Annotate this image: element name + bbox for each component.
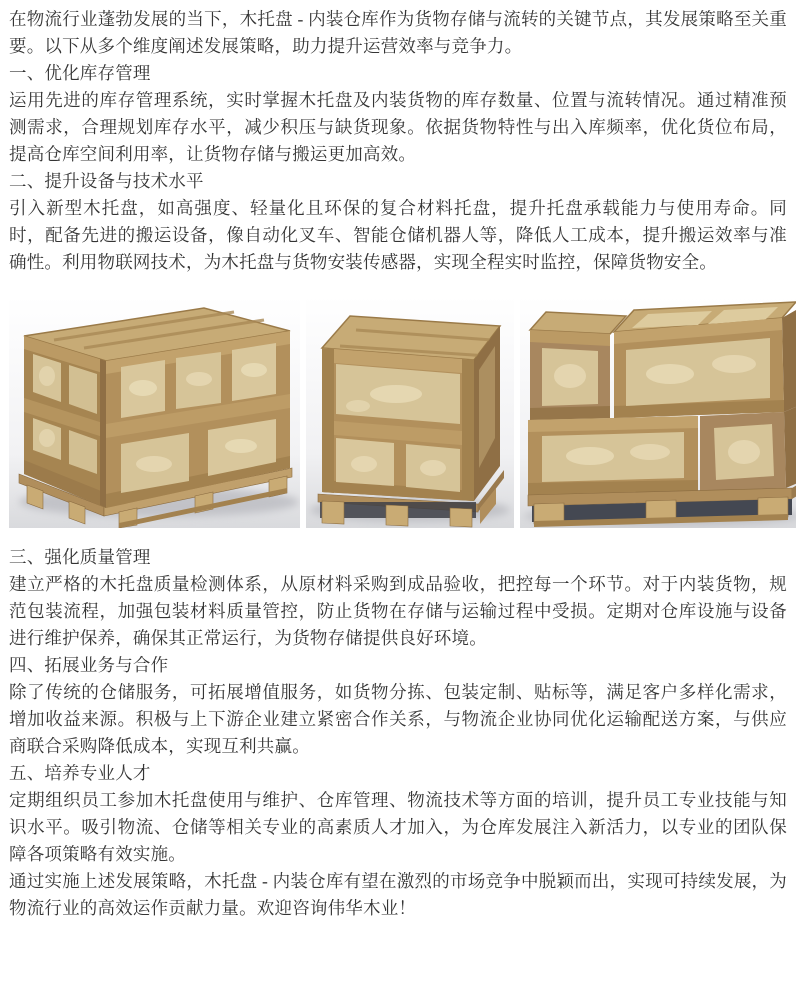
crate-photo-single [306, 296, 514, 528]
section-heading-4: 四、拓展业务与合作 [9, 655, 169, 675]
section-paragraph-3: 建立严格的木托盘质量检测体系，从原材料采购到成品验收，把控每一个环节。对于内装货物，规范包装流程，加强包装材料质量管控，防止货物在存储与运输过程中受损。定期对仓库设施与设备进行维护保养，确保其正常运行，为货物存储提供良好环境。 [9, 574, 787, 648]
crate-photo-corner-view [9, 296, 300, 528]
intro-paragraph: 在物流行业蓬勃发展的当下，木托盘 - 内装仓库作为货物存储与流转的关键节点，其发展策略至关重要。以下从多个维度阐述发展策略，助力提升运营效率与竞争力。 [9, 9, 787, 56]
section-heading-2: 二、提升设备与技术水平 [9, 171, 204, 191]
section-heading-3: 三、强化质量管理 [9, 547, 151, 567]
section-paragraph-2: 引入新型木托盘，如高强度、轻量化且环保的复合材料托盘，提升托盘承载能力与使用寿命。同时，配备先进的搬运设备，像自动化叉车、智能仓储机器人等，降低人工成本，提升搬运效率与准确性。利用物联网技术，为木托盘与货物安装传感器，实现全程实时监控，保障货物安全。 [9, 198, 787, 272]
section-paragraph-5: 定期组织员工参加木托盘使用与维护、仓库管理、物流技术等方面的培训，提升员工专业技能与知识水平。吸引物流、仓储等相关专业的高素质人才加入，为仓库发展注入新活力，以专业的团队保障各项策略有效实施。 [9, 790, 787, 864]
crate-photo-strip [9, 296, 787, 528]
section-heading-5: 五、培养专业人才 [9, 763, 151, 783]
closing-paragraph: 通过实施上述发展策略，木托盘 - 内装仓库有望在激烈的市场竞争中脱颖而出，实现可持续发展，为物流行业的高效运作贡献力量。欢迎咨询伟华木业！ [9, 871, 787, 918]
crate-photo-four-on-pallet [520, 296, 796, 528]
section-heading-1: 一、优化库存管理 [9, 63, 151, 83]
section-paragraph-1: 运用先进的库存管理系统，实时掌握木托盘及内装货物的库存数量、位置与流转情况。通过精准预测需求，合理规划库存水平，减少积压与缺货现象。依据货物特性与出入库频率，优化货位布局，提高仓库空间利用率，让货物存储与搬运更加高效。 [9, 90, 787, 164]
section-paragraph-4: 除了传统的仓储服务，可拓展增值服务，如货物分拣、包装定制、贴标等，满足客户多样化需求，增加收益来源。积极与上下游企业建立紧密合作关系，与物流企业协同优化运输配送方案，与供应商联合采购降低成本，实现互利共赢。 [9, 682, 787, 756]
